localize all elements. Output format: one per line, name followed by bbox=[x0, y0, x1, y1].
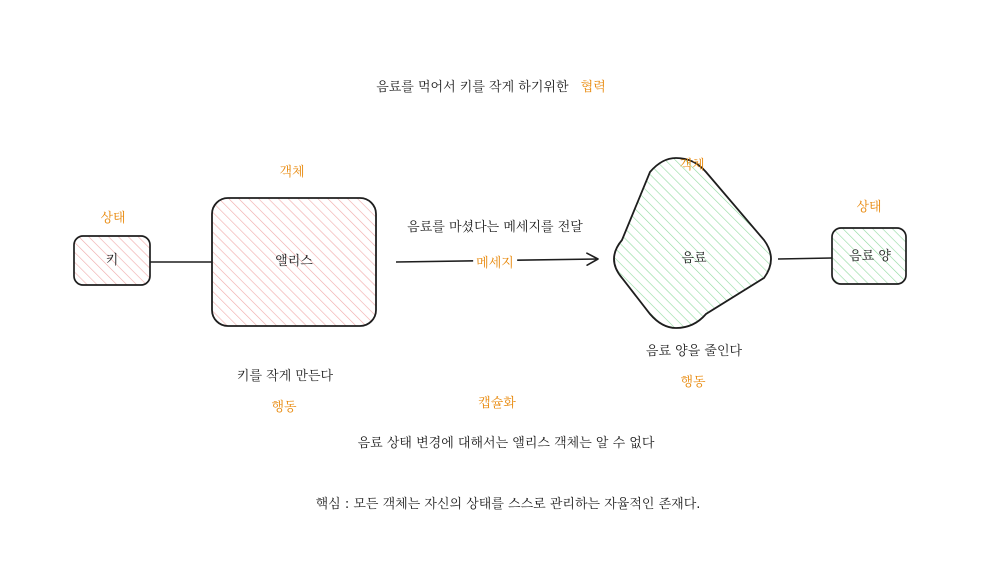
encapsulation-tag: 캡슐화 bbox=[478, 396, 516, 411]
title-text: 음료를 먹어서 키를 작게 하기위한 bbox=[376, 80, 569, 95]
drink-object-tag: 객체 bbox=[679, 158, 705, 173]
alice-action-tag: 행동 bbox=[271, 400, 297, 415]
drink-action-tag: 행동 bbox=[680, 375, 706, 390]
drink-action: 음료 양을 줄인다 bbox=[645, 344, 743, 359]
key-state-tag: 상태 bbox=[100, 211, 126, 226]
key-label: 키 bbox=[105, 253, 119, 268]
core-text: 핵심 : 모든 객체는 자신의 상태를 스스로 관리하는 자율적인 존재다. bbox=[315, 497, 701, 512]
drink-object-diamond[interactable] bbox=[614, 158, 771, 328]
drink-label: 음료 bbox=[681, 251, 707, 266]
amount-label: 음료 양 bbox=[849, 249, 891, 264]
alice-label: 앨리스 bbox=[275, 254, 313, 269]
alice-action: 키를 작게 만든다 bbox=[236, 369, 334, 384]
title-accent: 협력 bbox=[580, 80, 606, 95]
message-text: 음료를 마셨다는 메세지를 전달 bbox=[407, 220, 583, 235]
message-tag: 메세지 bbox=[473, 256, 517, 272]
amount-state-tag: 상태 bbox=[856, 200, 882, 215]
drink-amount-connector bbox=[778, 258, 832, 259]
page-title bbox=[376, 80, 606, 96]
alice-object-tag: 객체 bbox=[279, 165, 305, 180]
encapsulation-text: 음료 상태 변경에 대해서는 앨리스 객체는 알 수 없다 bbox=[357, 436, 655, 451]
